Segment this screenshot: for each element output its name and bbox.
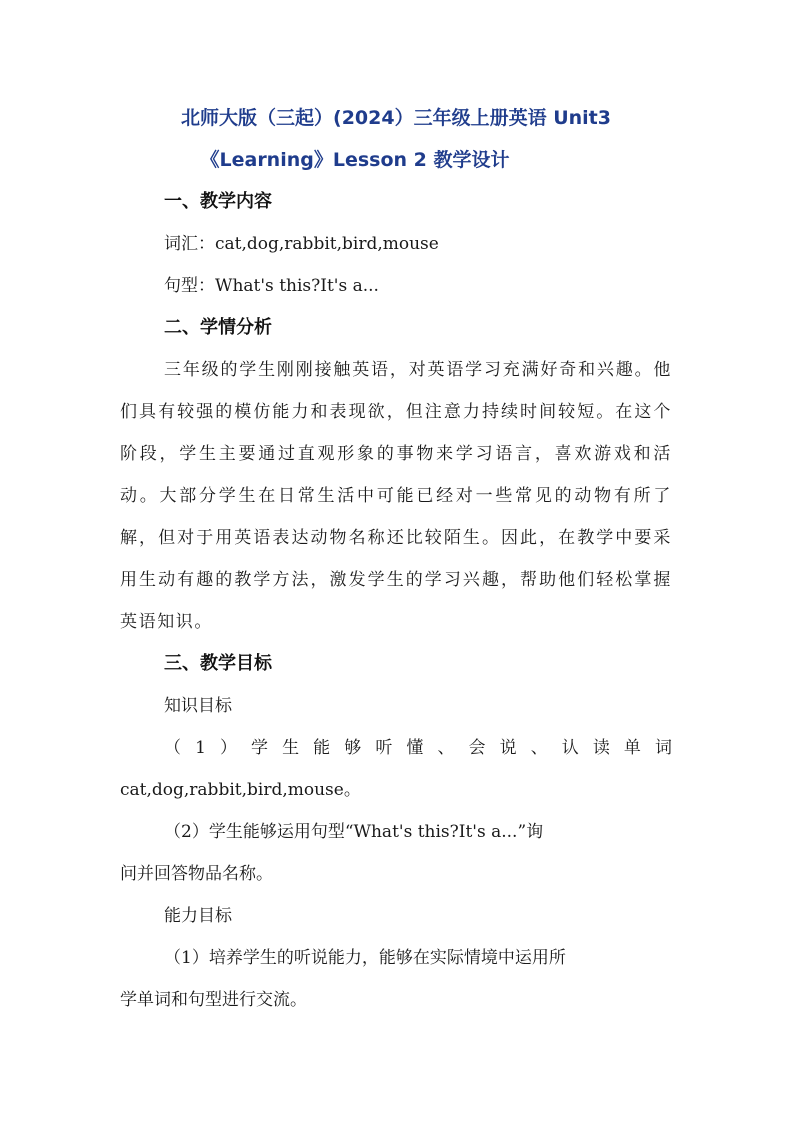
section-heading-analysis: 二、学情分析 — [164, 317, 272, 338]
knowledge-goal-1-words: cat,dog,rabbit,bird,mouse。 — [120, 780, 361, 800]
ability-goal-1-line-1: （1）培养学生的听说能力，能够在实际情境中运用所 — [164, 948, 566, 968]
document-title — [120, 97, 672, 181]
knowledge-goal-2-line-2: 问并回答物品名称。 — [120, 864, 273, 884]
knowledge-goals-label: 知识目标 — [164, 696, 232, 716]
title-line-2: 《Learning》Lesson 2 教学设计 — [200, 149, 510, 171]
analysis-paragraph: 三年级的学生刚刚接触英语，对英语学习充满好奇和兴趣。他们具有较强的模仿能力和表现欲，但注意力持续时间较短。在这个阶段，学生主要通过直观形象的事物来学习语言，喜欢游戏和活动。大部分学生在日常生活中可能已经对一些常见的动物有所了解，但对于用英语表达动物名称还比较陌生。因此，在教学中要采用生动有趣的教学方法，激发学生的学习兴趣，帮助他们轻松掌握英语知识。 — [120, 360, 672, 632]
section-heading-goals: 三、教学目标 — [164, 653, 272, 674]
sentence-pattern-line: 句型：What's this?It's a... — [164, 276, 379, 296]
ability-goals-label: 能力目标 — [164, 906, 232, 926]
document-body — [120, 97, 672, 1021]
vocabulary-line: 词汇：cat,dog,rabbit,bird,mouse — [164, 234, 439, 254]
knowledge-goal-2-line-1: （2）学生能够运用句型“What's this?It's a...”询 — [164, 822, 544, 842]
title-line-1: 北师大版（三起）(2024）三年级上册英语 Unit3 — [181, 107, 611, 129]
ability-goal-1-line-2: 学单词和句型进行交流。 — [120, 990, 307, 1010]
section-heading-content: 一、教学内容 — [164, 191, 272, 212]
knowledge-goal-1-prefix: （1）学生能够听懂、会说、认读单词 — [164, 738, 672, 758]
